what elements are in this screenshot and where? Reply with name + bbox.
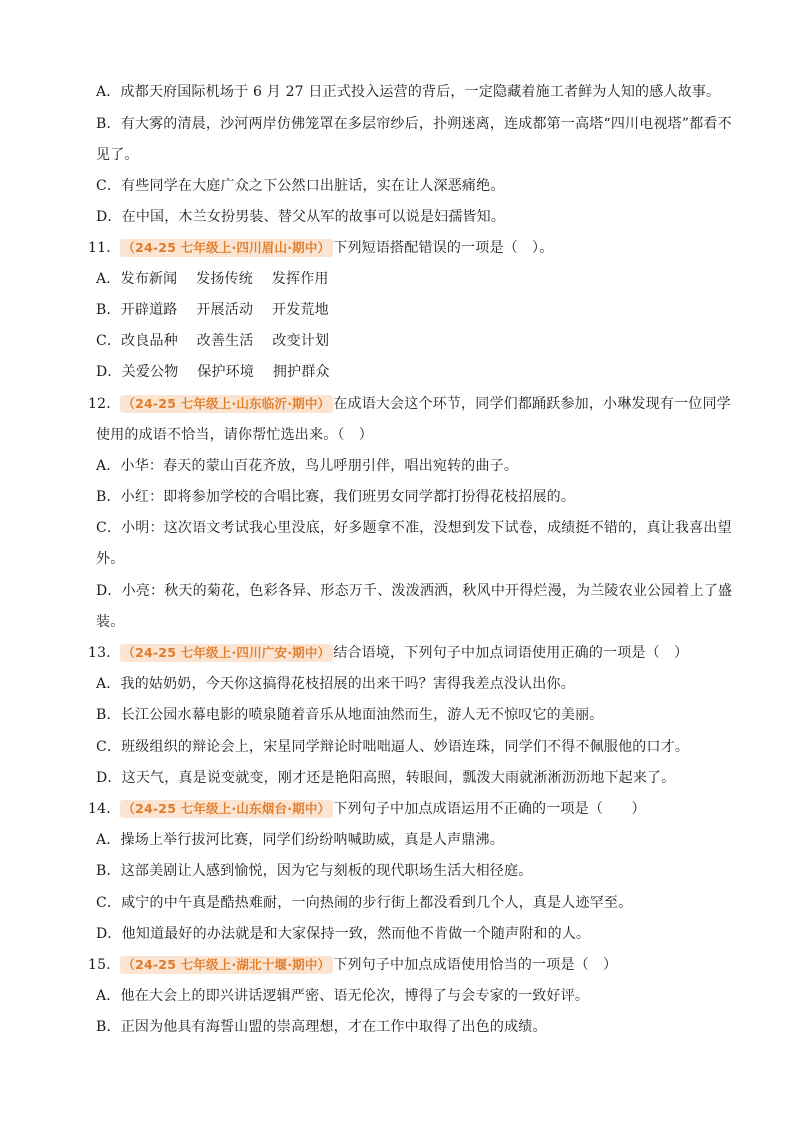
q14-option-d: D．他知道最好的办法就是和大家保持一致，然而他不肯做一个随声附和的人。 — [96, 926, 591, 942]
q13-stem — [88, 643, 718, 663]
q11-option-d: D．关爱公物 保护环境 拥护群众 — [96, 364, 330, 380]
q14-source-tag: （24-25 七年级上·山东烟台·期中） — [120, 800, 333, 818]
q11-option-c: C．改良品种 改善生活 改变计划 — [96, 333, 330, 349]
q15-number: 15． — [88, 957, 121, 973]
q12-stem-cont: 使用的成语不恰当，请你帮忙选出来。（ ） — [96, 427, 373, 443]
q13-option-a: A．我的姑奶奶，今天你这搞得花枝招展的出来干吗？害得我差点没认出你。 — [96, 676, 575, 692]
q12-number: 12． — [88, 396, 121, 412]
q15-source-tag: （24-25 七年级上·湖北十堰·期中） — [120, 956, 333, 974]
q13-number: 13． — [88, 645, 121, 661]
q11-source-tag: （24-25 七年级上·四川眉山·期中） — [120, 239, 333, 257]
q11-number: 11． — [88, 240, 121, 256]
q15-option-b: B．正因为他具有海誓山盟的崇高理想，才在工作中取得了出色的成绩。 — [96, 1019, 547, 1035]
q12-option-c: C．小明：这次语文考试我心里没底，好多题拿不准，没想到发下试卷，成绩挺不错的，真让我喜出望 — [96, 520, 732, 536]
q11-option-a: A．发布新闻 发扬传统 发挥作用 — [96, 271, 329, 287]
q14-option-a: A．操场上举行拔河比赛，同学们纷纷呐喊助威，真是人声鼎沸。 — [96, 832, 504, 848]
q10-option-b-cont: 见了。 — [96, 147, 139, 163]
q12-source-tag: （24-25 七年级上·山东临沂·期中） — [120, 395, 333, 413]
q13-option-c: C．班级组织的辩论会上，宋星同学辩论时咄咄逼人、妙语连珠，同学们不得不佩服他的口才。 — [96, 739, 690, 755]
q10-option-b: B．有大雾的清晨，沙河两岸仿佛笼罩在多层帘纱后，扑朔迷离，连成都第一高塔“四川电视塔”都看不 — [96, 116, 732, 132]
q13-option-b: B．长江公园水幕电影的喷泉随着音乐从地面油然而生，游人无不惊叹它的美丽。 — [96, 707, 604, 723]
q12-option-d-cont: 装。 — [96, 614, 125, 630]
q12-option-d: D．小亮：秋天的菊花，色彩各异、形态万千、泼泼洒洒，秋风中开得烂漫，为兰陵农业公园着上了盛 — [96, 583, 733, 599]
q10-option-a: A．成都天府国际机场于 6 月 27 日正式投入运营的背后，一定隐藏着施工者鲜为人知的感人故事。 — [96, 84, 721, 100]
q13-stem-text: 结合语境，下列句子中加点词语使用正确的一项是（ ） — [333, 645, 689, 661]
q15-stem-text: 下列句子中加点成语使用恰当的一项是（ ） — [333, 957, 618, 973]
q12-option-c-cont: 外。 — [96, 551, 125, 567]
q12-option-a: A．小华：春天的蒙山百花齐放，鸟儿呼朋引伴，唱出宛转的曲子。 — [96, 458, 519, 474]
q11-option-b: B．开辟道路 开展活动 开发荒地 — [96, 302, 329, 318]
q12-stem — [88, 394, 731, 414]
q11-stem — [88, 238, 718, 258]
q10-option-c: C．有些同学在大庭广众之下公然口出脏话，实在让人深恶痛绝。 — [96, 178, 505, 194]
q14-stem — [88, 799, 718, 819]
q10-option-d: D．在中国，木兰女扮男装、替父从军的故事可以说是妇孺皆知。 — [96, 209, 506, 225]
q14-stem-text: 下列句子中加点成语运用不正确的一项是（ ） — [333, 801, 646, 817]
q13-source-tag: （24-25 七年级上·四川广安·期中） — [120, 644, 333, 662]
q13-option-d: D．这天气，真是说变就变，刚才还是艳阳高照，转眼间，瓢泼大雨就淅淅沥沥地下起来了。 — [96, 770, 676, 786]
q14-option-c: C．咸宁的中午真是酷热难耐，一向热闹的步行街上都没看到几个人，真是人迹罕至。 — [96, 895, 633, 911]
q14-option-b: B．这部美剧让人感到愉悦，因为它与刻板的现代职场生活大相径庭。 — [96, 863, 533, 879]
q11-stem-text: 下列短语搭配错误的一项是（ ）。 — [333, 240, 554, 256]
q14-number: 14． — [88, 801, 121, 817]
q12-option-b: B．小红：即将参加学校的合唱比赛，我们班男女同学都打扮得花枝招展的。 — [96, 489, 576, 505]
q12-stem-text: 在成语大会这个环节，同学们都踊跃参加，小琳发现有一位同学 — [333, 396, 731, 412]
q15-stem — [88, 955, 718, 975]
q15-option-a: A．他在大会上的即兴讲话逻辑严密、语无伦次，博得了与会专家的一致好评。 — [96, 988, 590, 1004]
